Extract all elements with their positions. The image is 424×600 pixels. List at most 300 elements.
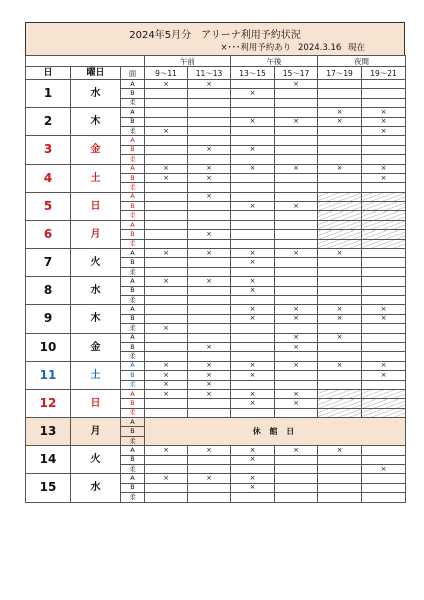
slot-cell <box>362 220 406 229</box>
reserved-mark: × <box>362 164 406 173</box>
facility-label: A <box>121 277 145 286</box>
col-header: 15～17 <box>275 67 318 80</box>
slot-cell <box>145 145 188 154</box>
slot-cell <box>318 136 362 145</box>
reserved-mark: × <box>231 89 275 98</box>
sheet-title: 2024年5月分 アリーナ利用予約状況 <box>129 30 301 41</box>
table-row <box>26 220 406 229</box>
slot-cell <box>318 220 362 229</box>
slot-cell <box>275 126 318 135</box>
slot-cell <box>362 145 406 154</box>
header-group-row <box>26 56 406 67</box>
weekday: 木 <box>71 305 121 333</box>
slot-cell <box>188 314 231 323</box>
slot-cell <box>318 239 362 248</box>
day-number: 3 <box>26 136 71 164</box>
reservation-sheet <box>25 22 405 503</box>
slot-cell <box>362 333 406 342</box>
slot-cell <box>188 483 231 492</box>
facility-label: B <box>121 371 145 380</box>
slot-cell <box>145 98 188 107</box>
facility-label: 柔 <box>121 267 145 276</box>
slot-cell <box>275 295 318 304</box>
weekday: 土 <box>71 164 121 192</box>
slot-cell <box>318 408 362 417</box>
facility-label: B <box>121 258 145 267</box>
weekday: 金 <box>71 333 121 361</box>
col-header: 11～13 <box>188 67 231 80</box>
slot-cell <box>188 98 231 107</box>
slot-cell <box>318 483 362 492</box>
slot-cell <box>231 126 275 135</box>
slot-cell <box>231 136 275 145</box>
slot-cell <box>362 267 406 276</box>
slot-cell <box>145 239 188 248</box>
slot-cell <box>362 286 406 295</box>
day-number: 5 <box>26 192 71 220</box>
reserved-mark: × <box>145 80 188 89</box>
slot-cell <box>145 314 188 323</box>
reserved-mark: × <box>318 117 362 126</box>
reserved-mark: × <box>318 314 362 323</box>
closed-label: 休 館 日 <box>145 418 406 446</box>
facility-label: B <box>121 230 145 239</box>
reserved-mark: × <box>275 249 318 258</box>
slot-cell <box>188 202 231 211</box>
slot-cell <box>362 455 406 464</box>
day-number: 13 <box>26 418 71 446</box>
slot-cell <box>231 380 275 389</box>
slot-cell <box>188 455 231 464</box>
day-number: 8 <box>26 277 71 305</box>
slot-cell <box>188 493 231 502</box>
day-number: 4 <box>26 164 71 192</box>
slot-cell <box>362 230 406 239</box>
slot-cell <box>145 267 188 276</box>
slot-cell <box>145 352 188 361</box>
table-row <box>26 361 406 370</box>
slot-cell <box>275 277 318 286</box>
slot-cell <box>188 305 231 314</box>
table-row <box>26 80 406 89</box>
slot-cell <box>318 342 362 351</box>
facility-label: 柔 <box>121 295 145 304</box>
slot-cell <box>231 342 275 351</box>
slot-cell <box>318 389 362 398</box>
slot-cell <box>362 98 406 107</box>
slot-cell <box>362 483 406 492</box>
as-of-date: 2024.3.16 <box>298 43 342 53</box>
slot-cell <box>145 136 188 145</box>
facility-label: B <box>121 455 145 464</box>
slot-cell <box>275 230 318 239</box>
facility-label: A <box>121 446 145 455</box>
col-header: 9～11 <box>145 67 188 80</box>
slot-cell <box>231 465 275 474</box>
reserved-mark: × <box>145 126 188 135</box>
weekday: 金 <box>71 136 121 164</box>
slot-cell <box>231 333 275 342</box>
slot-cell <box>318 155 362 164</box>
facility-label: 柔 <box>121 408 145 417</box>
reserved-mark: × <box>145 361 188 370</box>
slot-cell <box>362 136 406 145</box>
reserved-mark: × <box>188 249 231 258</box>
slot-cell <box>362 295 406 304</box>
facility-label: A <box>121 164 145 173</box>
slot-cell <box>275 324 318 333</box>
slot-cell <box>188 108 231 117</box>
slot-cell <box>318 324 362 333</box>
reserved-mark: × <box>275 202 318 211</box>
facility-label: B <box>121 483 145 492</box>
facility-label: A <box>121 249 145 258</box>
slot-cell <box>362 352 406 361</box>
facility-label: 柔 <box>121 465 145 474</box>
reserved-mark: × <box>318 249 362 258</box>
slot-cell <box>362 211 406 220</box>
reserved-mark: × <box>362 173 406 182</box>
facility-label: 柔 <box>121 380 145 389</box>
slot-cell <box>145 305 188 314</box>
facility-label: B <box>121 117 145 126</box>
table-row <box>26 305 406 314</box>
facility-label: 柔 <box>121 155 145 164</box>
reserved-mark: × <box>188 145 231 154</box>
slot-cell <box>145 493 188 502</box>
slot-cell <box>362 155 406 164</box>
reserved-mark: × <box>318 333 362 342</box>
slot-cell <box>275 474 318 483</box>
slot-cell <box>318 267 362 276</box>
reserved-mark: × <box>362 108 406 117</box>
slot-cell <box>362 89 406 98</box>
facility-label: A <box>121 389 145 398</box>
slot-cell <box>275 371 318 380</box>
slot-cell <box>145 483 188 492</box>
slot-cell <box>318 173 362 182</box>
reserved-mark: × <box>188 474 231 483</box>
header-col-row <box>26 67 406 80</box>
slot-cell <box>231 108 275 117</box>
slot-cell <box>231 173 275 182</box>
slot-cell <box>275 108 318 117</box>
col-header: 面 <box>121 67 145 80</box>
reserved-mark: × <box>275 399 318 408</box>
slot-cell <box>362 192 406 201</box>
reserved-mark: × <box>231 202 275 211</box>
facility-label: 柔 <box>121 493 145 502</box>
slot-cell <box>275 173 318 182</box>
weekday: 月 <box>71 220 121 248</box>
slot-cell <box>275 220 318 229</box>
weekday: 火 <box>71 446 121 474</box>
slot-cell <box>231 230 275 239</box>
col-group-header: 午後 <box>231 56 318 67</box>
slot-cell <box>275 408 318 417</box>
reserved-mark: × <box>231 117 275 126</box>
slot-cell <box>188 286 231 295</box>
slot-cell <box>275 380 318 389</box>
slot-cell <box>145 230 188 239</box>
col-header: 曜日 <box>71 67 121 80</box>
slot-cell <box>231 183 275 192</box>
slot-cell <box>145 399 188 408</box>
slot-cell <box>275 258 318 267</box>
facility-label: 柔 <box>121 239 145 248</box>
slot-cell <box>188 465 231 474</box>
slot-cell <box>145 295 188 304</box>
facility-label: 柔 <box>121 98 145 107</box>
reserved-mark: × <box>231 371 275 380</box>
slot-cell <box>145 465 188 474</box>
slot-cell <box>275 352 318 361</box>
slot-cell <box>275 145 318 154</box>
slot-cell <box>145 211 188 220</box>
slot-cell <box>362 277 406 286</box>
slot-cell <box>318 80 362 89</box>
slot-cell <box>231 192 275 201</box>
slot-cell <box>275 192 318 201</box>
col-header: 13～15 <box>231 67 275 80</box>
slot-cell <box>145 258 188 267</box>
slot-cell <box>231 493 275 502</box>
facility-label: A <box>121 418 145 427</box>
slot-cell <box>231 211 275 220</box>
facility-label: A <box>121 361 145 370</box>
slot-cell <box>145 89 188 98</box>
slot-cell <box>188 399 231 408</box>
table-row <box>26 418 406 427</box>
slot-cell <box>188 220 231 229</box>
slot-cell <box>362 324 406 333</box>
slot-cell <box>275 483 318 492</box>
sheet-subtitle <box>216 41 365 53</box>
facility-label: 柔 <box>121 352 145 361</box>
facility-label: A <box>121 136 145 145</box>
reserved-mark: × <box>145 474 188 483</box>
reserved-mark: × <box>188 389 231 398</box>
reserved-mark: × <box>275 305 318 314</box>
slot-cell <box>275 286 318 295</box>
reserved-mark: × <box>231 277 275 286</box>
slot-cell <box>275 493 318 502</box>
slot-cell <box>188 136 231 145</box>
facility-label: 柔 <box>121 126 145 135</box>
slot-cell <box>318 493 362 502</box>
slot-cell <box>362 493 406 502</box>
slot-cell <box>188 117 231 126</box>
reserved-mark: × <box>362 371 406 380</box>
reserved-mark: × <box>362 361 406 370</box>
slot-cell <box>318 89 362 98</box>
slot-cell <box>145 183 188 192</box>
slot-cell <box>318 145 362 154</box>
slot-cell <box>275 183 318 192</box>
slot-cell <box>362 380 406 389</box>
slot-cell <box>188 211 231 220</box>
table-row <box>26 474 406 483</box>
slot-cell <box>275 98 318 107</box>
weekday: 水 <box>71 277 121 305</box>
slot-cell <box>275 455 318 464</box>
slot-cell <box>231 239 275 248</box>
slot-cell <box>188 183 231 192</box>
slot-cell <box>362 342 406 351</box>
reserved-mark: × <box>362 126 406 135</box>
slot-cell <box>145 455 188 464</box>
reserved-mark: × <box>188 192 231 201</box>
reserved-mark: × <box>188 230 231 239</box>
reserved-mark: × <box>275 333 318 342</box>
slot-cell <box>145 108 188 117</box>
facility-label: B <box>121 89 145 98</box>
reserved-mark: × <box>188 380 231 389</box>
reserved-mark: × <box>275 80 318 89</box>
table-row <box>26 164 406 173</box>
slot-cell <box>318 211 362 220</box>
reserved-mark: × <box>275 361 318 370</box>
reserved-mark: × <box>145 164 188 173</box>
reserved-mark: × <box>231 399 275 408</box>
slot-cell <box>318 371 362 380</box>
reservation-table <box>25 55 406 503</box>
slot-cell <box>362 389 406 398</box>
reserved-mark: × <box>362 314 406 323</box>
reserved-mark: × <box>275 342 318 351</box>
slot-cell <box>275 465 318 474</box>
slot-cell <box>318 455 362 464</box>
reserved-mark: × <box>231 249 275 258</box>
facility-label: 柔 <box>121 211 145 220</box>
weekday: 土 <box>71 361 121 389</box>
reserved-mark: × <box>188 164 231 173</box>
weekday: 火 <box>71 249 121 277</box>
reserved-mark: × <box>231 164 275 173</box>
col-header: 17～19 <box>318 67 362 80</box>
table-row <box>26 108 406 117</box>
reserved-mark: × <box>318 446 362 455</box>
slot-cell <box>318 192 362 201</box>
slot-cell <box>231 98 275 107</box>
reserved-mark: × <box>188 342 231 351</box>
weekday: 水 <box>71 80 121 108</box>
reserved-mark: × <box>231 314 275 323</box>
reserved-mark: × <box>362 305 406 314</box>
slot-cell <box>188 239 231 248</box>
reserved-mark: × <box>318 361 362 370</box>
col-header: 日 <box>26 67 71 80</box>
slot-cell <box>275 155 318 164</box>
facility-label: B <box>121 173 145 182</box>
day-number: 15 <box>26 474 71 502</box>
slot-cell <box>188 352 231 361</box>
facility-label: A <box>121 220 145 229</box>
slot-cell <box>362 202 406 211</box>
day-number: 2 <box>26 108 71 136</box>
slot-cell <box>318 399 362 408</box>
slot-cell <box>318 126 362 135</box>
reserved-mark: × <box>145 277 188 286</box>
slot-cell <box>145 155 188 164</box>
slot-cell <box>188 295 231 304</box>
day-number: 6 <box>26 220 71 248</box>
slot-cell <box>145 342 188 351</box>
slot-cell <box>318 277 362 286</box>
slot-cell <box>188 324 231 333</box>
reserved-mark: × <box>145 173 188 182</box>
slot-cell <box>188 267 231 276</box>
facility-label: 柔 <box>121 183 145 192</box>
slot-cell <box>275 89 318 98</box>
slot-cell <box>318 230 362 239</box>
reserved-mark: × <box>231 361 275 370</box>
slot-cell <box>318 295 362 304</box>
reserved-mark: × <box>145 324 188 333</box>
slot-cell <box>188 155 231 164</box>
slot-cell <box>145 220 188 229</box>
reserved-mark: × <box>231 286 275 295</box>
weekday: 日 <box>71 192 121 220</box>
slot-cell <box>231 267 275 276</box>
facility-label: B <box>121 202 145 211</box>
blank-header-cell <box>26 56 145 67</box>
reserved-mark: × <box>231 305 275 314</box>
slot-cell <box>231 80 275 89</box>
table-row <box>26 192 406 201</box>
reserved-mark: × <box>231 455 275 464</box>
table-row <box>26 277 406 286</box>
slot-cell <box>318 465 362 474</box>
slot-cell <box>318 258 362 267</box>
reserved-mark: × <box>318 108 362 117</box>
table-row <box>26 136 406 145</box>
sheet-header <box>25 22 405 55</box>
weekday: 水 <box>71 474 121 502</box>
slot-cell <box>145 408 188 417</box>
table-row <box>26 333 406 342</box>
reserved-mark: × <box>362 117 406 126</box>
reserved-mark: × <box>275 389 318 398</box>
slot-cell <box>318 98 362 107</box>
reserved-mark: × <box>275 446 318 455</box>
reserved-mark: × <box>145 446 188 455</box>
reserved-mark: × <box>231 258 275 267</box>
facility-label: B <box>121 342 145 351</box>
reserved-mark: × <box>188 446 231 455</box>
facility-label: A <box>121 474 145 483</box>
slot-cell <box>145 333 188 342</box>
slot-cell <box>145 286 188 295</box>
day-number: 10 <box>26 333 71 361</box>
reserved-mark: × <box>188 80 231 89</box>
reserved-mark: × <box>231 389 275 398</box>
slot-cell <box>318 474 362 483</box>
slot-cell <box>275 136 318 145</box>
reserved-mark: × <box>145 249 188 258</box>
weekday: 日 <box>71 389 121 417</box>
slot-cell <box>362 80 406 89</box>
slot-cell <box>145 192 188 201</box>
slot-cell <box>231 220 275 229</box>
reserved-mark: × <box>231 474 275 483</box>
reserved-mark: × <box>275 314 318 323</box>
facility-label: A <box>121 192 145 201</box>
reserved-mark: × <box>188 361 231 370</box>
facility-label: B <box>121 286 145 295</box>
slot-cell <box>145 117 188 126</box>
slot-cell <box>362 258 406 267</box>
